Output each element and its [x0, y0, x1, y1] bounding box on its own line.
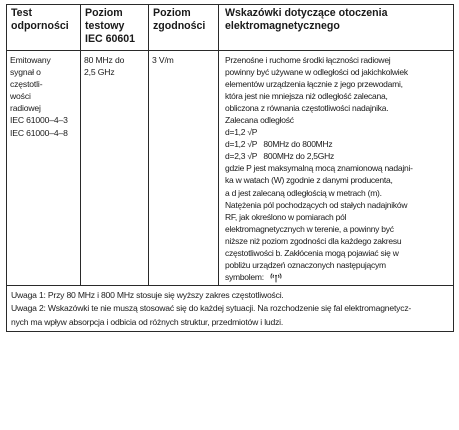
header-environment-guidance: Wskazówki dotyczące otoczenia elektromagnetycznego — [219, 5, 454, 51]
note-1: Uwaga 1: Przy 80 MHz i 800 MHz stosuje się wyższy zakres częstotliwości. — [11, 290, 284, 301]
emc-immunity-table — [6, 4, 454, 332]
cell-immunity-test: Emitowany sygnał o częstotli- wości radiowej IEC 61000–4–3 IEC 61000–4–8 — [7, 51, 81, 286]
cell-compliance-level: 3 V/m — [149, 51, 219, 286]
cell-environment-guidance: Przenośne i ruchome środki łączności radiowej powinny być używane w odległości od jakichkolwiek elementów urządzenia łącznie z jego przewodami, która jest nie mniejsza niż odległość zalecana, obliczona z równania częstotliwości nadajnika. Zalecana odległość d=1,2 √P d=1,2 √P 80MHz do 800MHz d=2,3 √P 800MHz do 2,5GHz gdzie P jest maksymalną mocą znamionową nadajni- ka w watach (W) zgodnie z danymi producenta, a d jest zalecaną odległością w metrach (m). Natężenia pól pochodzących od stałych nadajników RF, jak określono w pomiarach pól elektromagnetycznych w terenie, a powinny być niższe niż poziom zgodności dla każdego zakresu częstotliwości b. Zakłócenia mogą pojawiać się w pobliżu urządzeń oznaczonych następującym symbolem: — [219, 51, 454, 286]
note-2-line-1: Uwaga 2: Wskazówki te nie muszą stosować się do każdej sytuacji. Na rozchodzenie się fal elektromagnetycz- — [11, 303, 412, 314]
header-immunity-test: Test odporności — [7, 5, 81, 51]
header-compliance-level: Poziom zgodności — [149, 5, 219, 51]
symbol-label: symbolem: — [225, 271, 264, 282]
table-row — [7, 51, 454, 286]
header-row — [7, 5, 454, 51]
cell-test-level: 80 MHz do 2,5 GHz — [81, 51, 149, 286]
header-test-level: Poziom testowy IEC 60601 — [81, 5, 149, 51]
non-ionizing-radiation-icon — [268, 272, 284, 283]
notes-cell — [7, 286, 454, 332]
emc-table-container — [6, 4, 454, 332]
note-2-line-2: nych ma wpływ absorpcja i odbicia od różnych struktur, przedmiotów i ludzi. — [11, 316, 284, 327]
notes-row — [7, 286, 454, 332]
